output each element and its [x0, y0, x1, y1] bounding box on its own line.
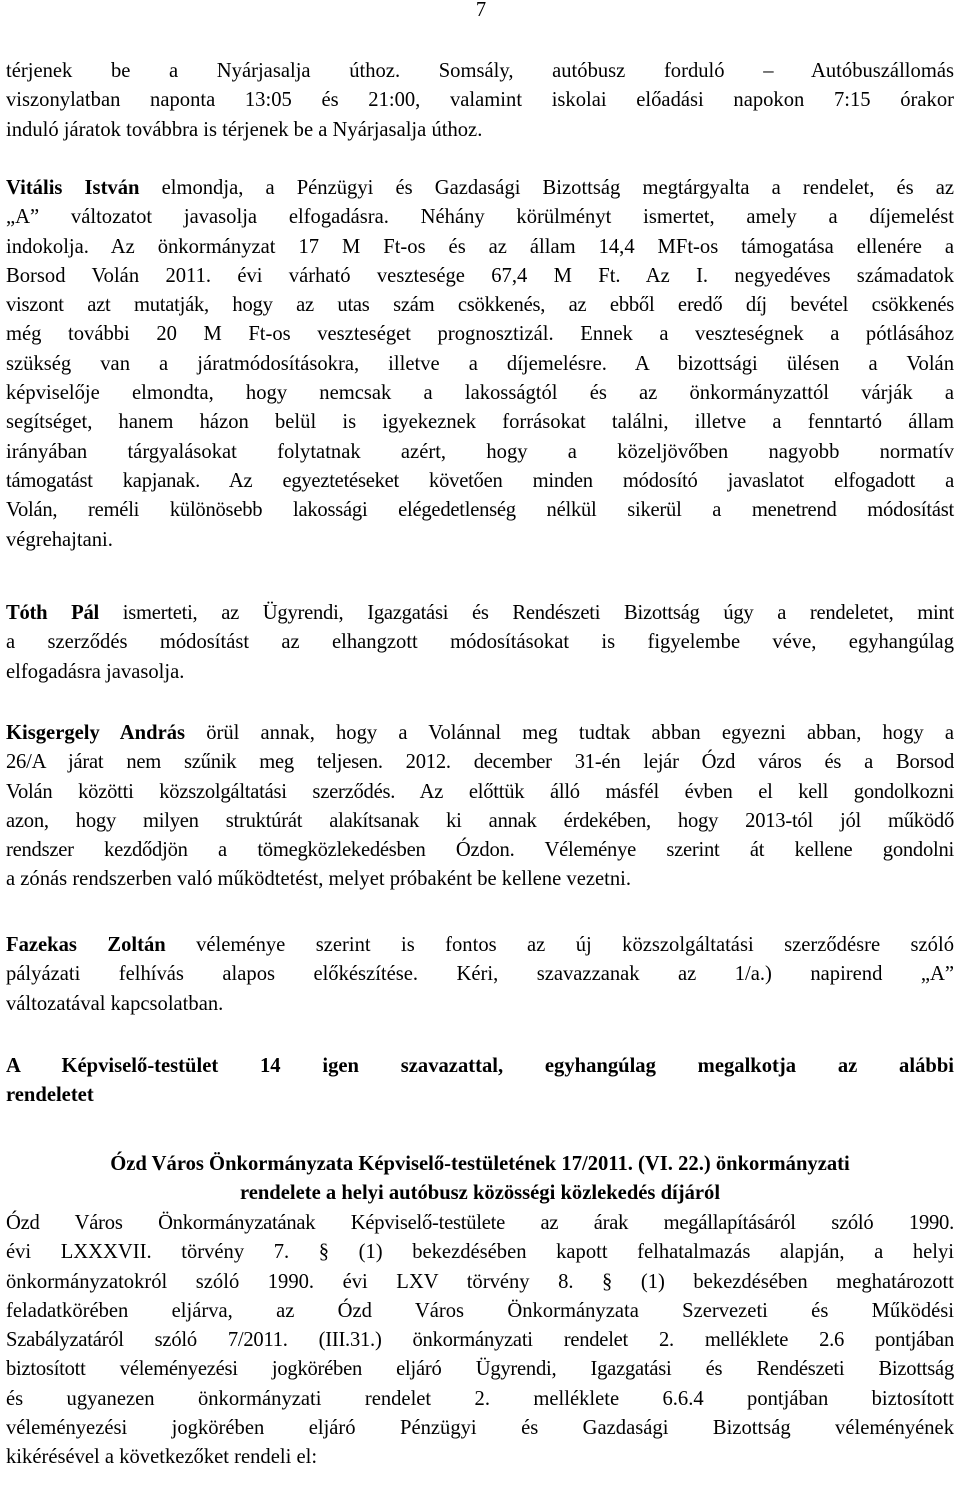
text-line: a szerződés módosítást az elhangzott módosításokat is figyelembe véve, egyhangúlag — [6, 631, 954, 654]
text-line: viszonylatban naponta 13:05 és 21:00, valamint iskolai előadási napokon 7:15 órakor — [6, 89, 954, 112]
text-line — [6, 719, 954, 748]
text-line: önkormányzatokról szóló 1990. évi LXV törvény 8. § (1) bekezdésében meghatározott — [6, 1270, 954, 1293]
text-line: képviselője elmondta, hogy nemcsak a lakosságtól és az önkormányzattól várják a — [6, 382, 954, 405]
text-line: elfogadásra javasolja. — [6, 660, 185, 683]
text-fragment: véleménye szerint is fontos az új közszolgáltatási szerződésre szóló — [165, 934, 955, 956]
resolution-statement — [6, 1052, 954, 1111]
text-line: Volán, reméli különösebb lakossági elégedetlenség nélkül sikerül a menetrend módosítást — [6, 499, 954, 522]
paragraph-vitalis-istvan — [6, 174, 954, 555]
text-line: rendszer kezdődjön a tömegközlekedésben Ózdon. Véleménye szerint át kellene gondolni — [6, 839, 954, 862]
regulation-title — [6, 1150, 954, 1209]
speaker-name: Tóth Pál — [6, 602, 99, 624]
text-line: Ózd Város Önkormányzata Képviselő-testületének 17/2011. (VI. 22.) önkormányzati — [110, 1153, 850, 1175]
text-line: segítséget, hanem házon belül is igyekeznek forrásokat találni, illetve a fenntartó állam — [6, 411, 954, 434]
text-line: támogatást kapjanak. Az egyeztetéseket követően minden módosító javaslatot elfogadott a — [6, 469, 954, 492]
speaker-name: Fazekas Zoltán — [6, 934, 166, 956]
text-line: a zónás rendszerben való működtetést, melyet próbaként be kellene vezetni. — [6, 868, 632, 891]
text-line: Szabályzatáról szóló 7/2011. (III.31.) önkormányzati rendelet 2. melléklete 2.6 pontjában — [6, 1329, 954, 1352]
text-line: térjenek be a Nyárjasalja úthoz. Somsály, autóbusz forduló – Autóbuszállomás — [6, 60, 954, 82]
text-line: irányában tárgyalásokat folytatnak azért, hogy a közeljövőben nagyobb normatív — [6, 440, 954, 463]
text-line: Volán közötti közszolgáltatási szerződés. Az előttük álló másfél évben el kell gondolkozni — [6, 780, 954, 803]
text-line: biztosított véleményezési jogkörében eljáró Ügyrendi, Igazgatási és Rendészeti Bizottság — [6, 1358, 954, 1381]
speaker-name: Kisgergely András — [6, 722, 186, 744]
paragraph-legal-basis — [6, 1209, 954, 1473]
text-line: azon, hogy milyen struktúrát alakítsanak ki annak érdekében, hogy 2013-tól jól működő — [6, 809, 954, 832]
text-line: kikérésével a következőket rendeli el: — [6, 1446, 318, 1469]
text-line: A Képviselő-testület 14 igen szavazattal, egyhangúlag megalkotja az alábbi — [6, 1055, 954, 1077]
text-line: Borsod Volán 2011. évi várható vesztesége 67,4 M Ft. Az I. negyedéves számadatok — [6, 264, 954, 287]
text-line — [6, 599, 954, 628]
text-line: szükség van a járatmódosításokra, illetve a díjemelésre. A bizottsági ülésen a Volán — [6, 352, 954, 375]
page-number: 7 — [475, 0, 487, 21]
text-line — [6, 174, 954, 203]
paragraph-route-continuation — [6, 57, 954, 145]
text-line: indokolja. Az önkormányzat 17 M Ft-os és az állam 14,4 MFt-os támogatása ellenére a — [6, 235, 954, 258]
text-line: „A” változatot javasolja elfogadásra. Néhány körülményt ismertet, amely a díjemelést — [6, 206, 954, 229]
paragraph-toth-pal — [6, 599, 954, 687]
text-line: rendeletet — [6, 1084, 94, 1107]
text-fragment: örül annak, hogy a Volánnal meg tudtak abban egyezni abban, hogy a — [185, 722, 954, 744]
paragraph-fazekas-zoltan — [6, 931, 954, 1019]
text-line: viszont azt mutatják, hogy az utas szám csökkenés, az ebből eredő díj bevétel csökkenés — [6, 294, 954, 317]
text-line: Ózd Város Önkormányzatának Képviselő-testülete az árak megállapításáról szóló 1990. — [6, 1212, 954, 1234]
paragraph-kisgergely-andras — [6, 719, 954, 895]
text-line: 26/A járat nem szűnik meg teljesen. 2012. december 31-én lejár Ózd város és a Borsod — [6, 751, 954, 774]
text-line: még további 20 M Ft-os veszteséget prognosztizál. Ennek a veszteségnek a pótlásához — [6, 323, 954, 346]
text-line — [6, 931, 954, 960]
text-line: változatával kapcsolatban. — [6, 992, 224, 1015]
text-line: végrehajtani. — [6, 528, 113, 551]
text-line: évi LXXXVII. törvény 7. § (1) bekezdésében kapott felhatalmazás alapján, a helyi — [6, 1241, 954, 1264]
text-line: induló járatok továbbra is térjenek be a Nyárjasalja úthoz. — [6, 118, 483, 141]
text-fragment: ismerteti, az Ügyrendi, Igazgatási és Rendészeti Bizottság úgy a rendeletet, mint — [98, 602, 954, 624]
text-line: pályázati felhívás alapos előkészítése. Kéri, szavazzanak az 1/a.) napirend „A” — [6, 963, 954, 986]
text-line: rendelete a helyi autóbusz közösségi közlekedés díjáról — [239, 1182, 721, 1205]
text-line: és ugyanezen önkormányzati rendelet 2. melléklete 6.6.4 pontjában biztosított — [6, 1387, 954, 1410]
speaker-name: Vitális István — [6, 177, 140, 199]
text-line: feladatkörében eljárva, az Ózd Város Önkormányzata Szervezeti és Működési — [6, 1299, 954, 1322]
text-line: véleményezési jogkörében eljáró Pénzügyi és Gazdasági Bizottság véleményének — [6, 1417, 954, 1440]
text-fragment: elmondja, a Pénzügyi és Gazdasági Bizottság megtárgyalta a rendelet, és az — [139, 177, 954, 199]
